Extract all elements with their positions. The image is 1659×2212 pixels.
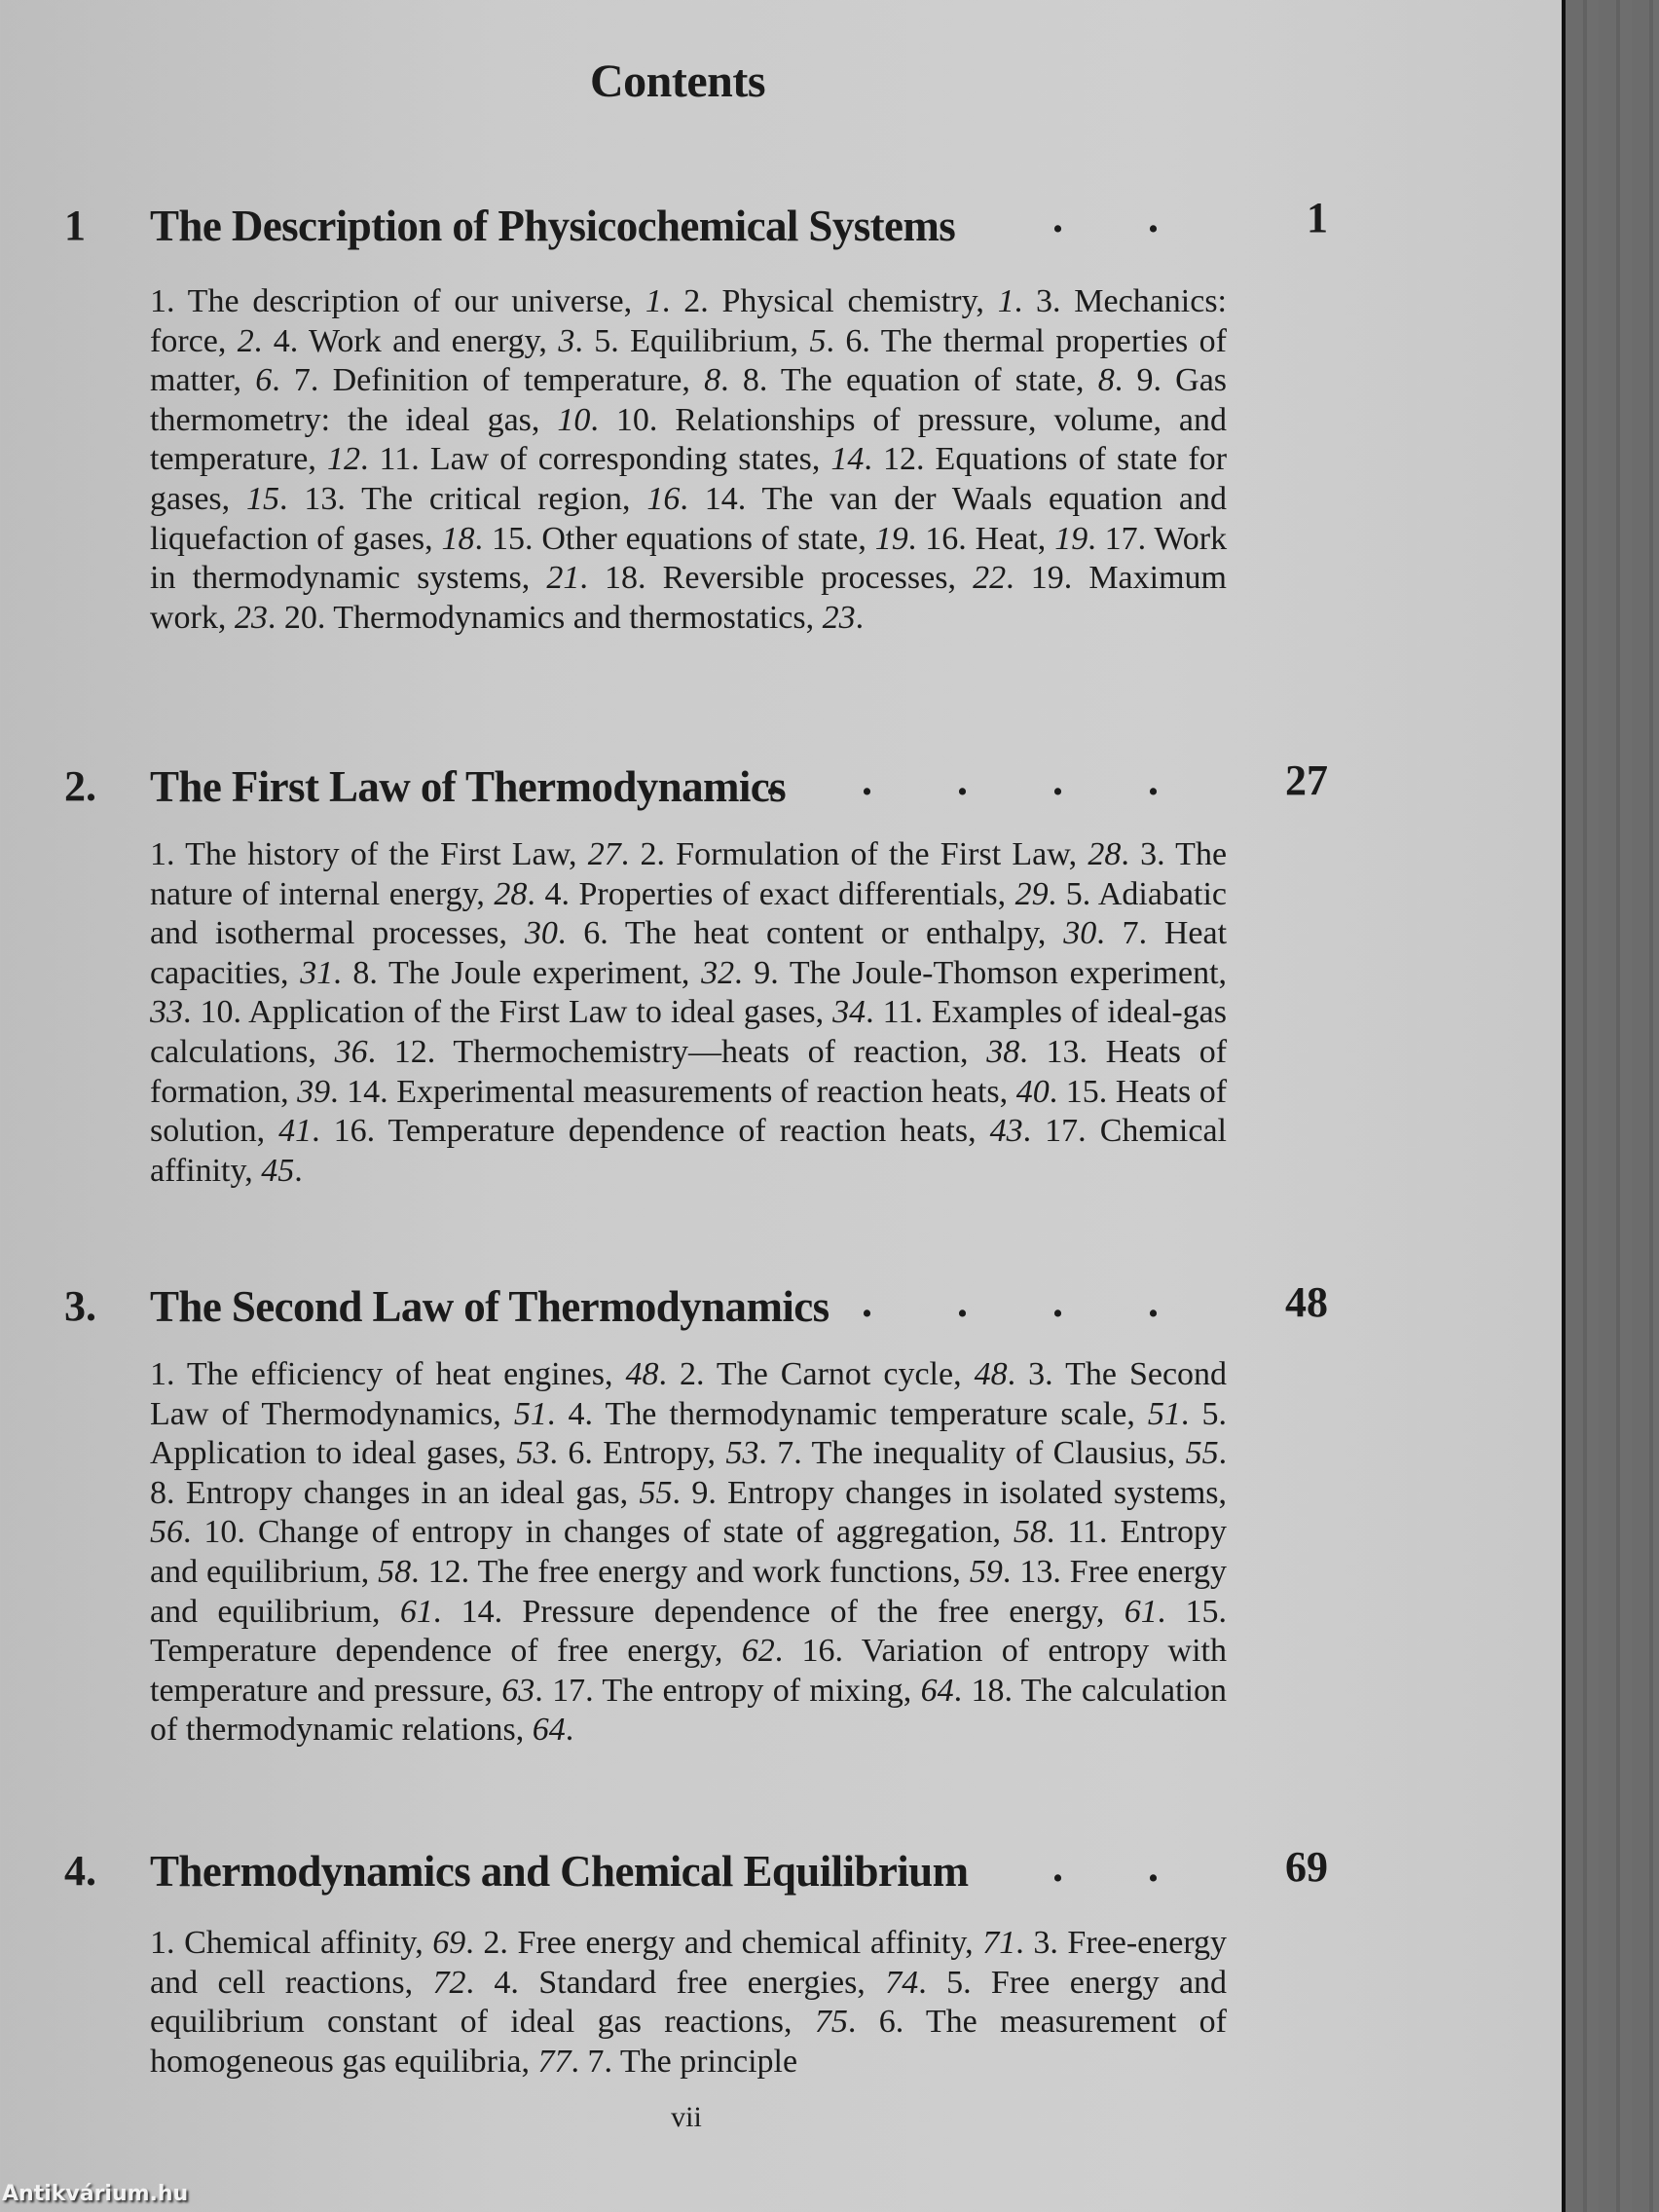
entry-title: 20. Thermodynamics and thermostatics,: [283, 599, 815, 636]
toc-entry: 17. The entropy of mixing, 64.: [552, 1672, 972, 1709]
entry-page: 32: [701, 954, 735, 991]
entry-page: 77: [537, 2043, 571, 2080]
toc-entry: 6. Entropy, 53.: [568, 1435, 778, 1472]
toc-entry: 16. Temperature dependence of reaction heats, 43.: [333, 1113, 1046, 1150]
entry-title: 6. The measurement of homogeneous gas equilibria,: [150, 2004, 1227, 2080]
watermark: Antikvárium.hu: [2, 2182, 189, 2206]
toc-entry: 4. The thermodynamic temperature scale, 51.: [568, 1395, 1202, 1432]
toc-entry: 6. The thermal properties of matter, 6.: [150, 322, 1227, 399]
entry-page: 40: [1015, 1073, 1050, 1110]
entry-page: 23: [234, 599, 268, 636]
toc-entry: 2. The Carnot cycle, 48.: [680, 1356, 1029, 1392]
chapter-page: 69: [1285, 1843, 1328, 1891]
entry-title: 17. Work in thermodynamic systems,: [150, 520, 1228, 597]
toc-entry: 5. Application to ideal gases, 53.: [150, 1395, 1228, 1472]
toc-entry: 15. Other equations of state, 19.: [491, 520, 926, 557]
entry-page: 75: [814, 2004, 848, 2041]
chapter-entries: [150, 1924, 1227, 2082]
entry-title: 13. Free energy and equilibrium,: [150, 1553, 1228, 1630]
entry-title: 1. The efficiency of heat engines,: [150, 1356, 613, 1392]
entry-title: 14. Pressure dependence of the free energy,: [461, 1593, 1105, 1630]
entry-title: 2. Formulation of the First Law,: [640, 836, 1078, 872]
entry-page: 1: [645, 283, 662, 319]
entry-page: 61: [399, 1593, 433, 1630]
entry-page: 1: [997, 283, 1014, 319]
chapter-page: 1: [1307, 194, 1328, 241]
entry-title: 5. Free energy and equilibrium constant of ideal gas reactions,: [150, 1964, 1228, 2041]
toc-entry: 11. Entropy and equilibrium, 58.: [150, 1514, 1227, 1590]
entry-title: 6. The thermal properties of matter,: [150, 322, 1227, 399]
entry-page: 8: [1097, 362, 1115, 399]
entry-page: 62: [741, 1633, 775, 1670]
entry-page: 51: [1147, 1395, 1181, 1432]
entry-page: 56: [150, 1514, 183, 1551]
page-title: Contents: [589, 55, 765, 107]
chapter-entries: [150, 1355, 1227, 1751]
entry-title: 11. Law of corresponding states,: [379, 441, 821, 478]
chapter-number: 2.: [64, 762, 96, 810]
toc-entry: 3. The nature of internal energy, 28.: [150, 836, 1228, 912]
chapter-number: 3.: [64, 1282, 96, 1330]
toc-entry: 10. Change of entropy in changes of state of aggregation, 58.: [203, 1514, 1068, 1551]
toc-entry: 18. The calculation of thermodynamic relations, 64.: [150, 1672, 1228, 1749]
entry-page: 3: [558, 322, 575, 359]
toc-entry: 6. The heat content or enthalpy, 30.: [583, 915, 1123, 952]
toc-entry: 6. The measurement of homogeneous gas equilibria, 77.: [150, 2004, 1227, 2080]
entry-page: 34: [832, 994, 866, 1031]
entry-title: 8. Entropy changes in an ideal gas,: [150, 1474, 629, 1511]
entry-title: 8. The Joule experiment,: [352, 954, 690, 991]
entry-title: 16. Heat,: [925, 520, 1047, 557]
toc-entry: 11. Examples of ideal-gas calculations, 36.: [150, 994, 1228, 1070]
entry-title: 3. The Second Law of Thermodynamics,: [150, 1356, 1228, 1432]
entry-page: 71: [982, 1925, 1016, 1961]
toc-entry: 3. Mechanics: force, 2.: [150, 283, 1227, 359]
toc-entry: 3. The Second Law of Thermodynamics, 51.: [150, 1356, 1228, 1432]
entry-page: 48: [625, 1356, 659, 1392]
entry-page: 55: [639, 1474, 673, 1511]
toc-entry: 3. Free-energy and cell reactions, 72.: [150, 1925, 1228, 2001]
entry-title: 11. Entropy and equilibrium,: [150, 1514, 1227, 1590]
toc-entry: 14. Pressure dependence of the free energy, 61.: [461, 1593, 1186, 1630]
toc-entry: 13. The critical region, 16.: [304, 480, 705, 517]
toc-entry: 9. The Joule-Thomson experiment, 33.: [150, 954, 1228, 1031]
entry-page: 64: [532, 1712, 566, 1749]
toc-entry: 12. The free energy and work functions, 59.: [427, 1553, 1020, 1590]
chapter-title: The Second Law of Thermodynamics: [150, 1282, 830, 1331]
entry-title: 10. Relationships of pressure, volume, and temperature,: [150, 401, 1228, 478]
entry-title: 17. Chemical affinity,: [150, 1113, 1227, 1189]
toc-entry: 1. The history of the First Law, 27.: [150, 836, 641, 872]
toc-entry: 11. Law of corresponding states, 14.: [379, 441, 883, 478]
entry-page: 61: [1124, 1593, 1158, 1630]
entry-title: 1. The history of the First Law,: [150, 836, 577, 872]
entry-page: 28: [1088, 836, 1122, 872]
entry-title: 9. The Joule-Thomson experiment,: [754, 954, 1228, 991]
entry-title: 7. Definition of temperature,: [293, 362, 690, 399]
entry-page: 72: [432, 1964, 466, 2001]
entry-page: 33: [150, 994, 183, 1031]
entry-page: 43: [989, 1113, 1023, 1150]
chapter-number: 1: [64, 202, 86, 249]
entry-page: 36: [334, 1033, 368, 1070]
entry-page: 23: [822, 599, 856, 636]
entry-title: 12. Equations of state for gases,: [150, 441, 1228, 517]
dot-leader: . . . . .: [766, 756, 1196, 804]
entry-page: 39: [297, 1073, 331, 1110]
entry-page: 53: [516, 1435, 550, 1472]
entry-title: 2. The Carnot cycle,: [680, 1356, 962, 1392]
toc-entry: 8. The Joule experiment, 32.: [352, 954, 755, 991]
toc-entry: 2. Formulation of the First Law, 28.: [640, 836, 1141, 872]
entry-title: 18. Reversible processes,: [605, 560, 956, 597]
entry-title: 3. The nature of internal energy,: [150, 836, 1228, 912]
chapter-page: 48: [1285, 1278, 1328, 1326]
entry-page: 21: [546, 560, 580, 597]
toc-entry: 8. Entropy changes in an ideal gas, 55.: [150, 1474, 692, 1511]
toc-entry: [587, 2044, 797, 2080]
entry-page: 2: [237, 322, 254, 359]
toc-entry: 14. The van der Waals equation and liquefaction of gases, 18.: [150, 480, 1228, 557]
entry-page: 14: [830, 441, 865, 478]
entry-title: 5. Equilibrium,: [594, 322, 799, 359]
entry-title: 17. The entropy of mixing,: [552, 1672, 912, 1709]
entry-page: 15: [246, 480, 280, 517]
toc-entry: 18. Reversible processes, 22.: [605, 560, 1031, 597]
toc-entry: 1. Chemical affinity, 69.: [150, 1925, 484, 1961]
entry-page: 55: [1185, 1435, 1219, 1472]
toc-entry: 5. Free energy and equilibrium constant of ideal gas reactions, 75.: [150, 1964, 1228, 2041]
dot-leader: . .: [1052, 194, 1196, 241]
entry-title: 13. The critical region,: [304, 480, 631, 517]
toc-entry: 12. Equations of state for gases, 15.: [150, 441, 1228, 517]
entry-page: 45: [261, 1152, 295, 1189]
entry-title: 18. The calculation of thermodynamic relations,: [150, 1672, 1228, 1749]
toc-entry: 2. Physical chemistry, 1.: [683, 283, 1036, 319]
dot-leader: . . . .: [862, 1278, 1196, 1326]
entry-page: 30: [1063, 915, 1097, 952]
toc-entry: 10. Application of the First Law to ideal gases, 34.: [200, 994, 883, 1031]
entry-page: 48: [974, 1356, 1008, 1392]
toc-entry: 17. Chemical affinity, 45.: [150, 1113, 1227, 1189]
entry-title: 11. Examples of ideal-gas calculations,: [150, 994, 1228, 1070]
entry-page: 28: [494, 875, 528, 912]
toc-entry: 13. Free energy and equilibrium, 61.: [150, 1553, 1228, 1630]
entry-title: 10. Application of the First Law to ideal gases,: [200, 994, 825, 1031]
entry-title: 9. Gas thermometry: the ideal gas,: [150, 362, 1228, 438]
entry-title: 15. Temperature dependence of free energy,: [150, 1593, 1227, 1670]
entry-page: 63: [501, 1672, 535, 1709]
entry-page: 64: [920, 1672, 954, 1709]
entry-title: 10. Change of entropy in changes of state of aggregation,: [203, 1514, 1001, 1551]
entry-page: 19: [1054, 520, 1088, 557]
entry-page: 69: [432, 1925, 466, 1961]
toc-entry: 2. Free energy and chemical affinity, 71.: [483, 1925, 1034, 1961]
toc-entry: 1. The description of our universe, 1.: [150, 283, 684, 319]
toc-entry: 5. Adiabatic and isothermal processes, 30.: [150, 875, 1228, 952]
entry-title: 16. Temperature dependence of reaction heats,: [333, 1113, 977, 1150]
toc-entry: 15. Temperature dependence of free energy, 62.: [150, 1593, 1227, 1670]
entry-page: 8: [704, 362, 721, 399]
entry-title: 6. The heat content or enthalpy,: [583, 915, 1047, 952]
chapter-entries: [150, 835, 1227, 1191]
entry-page: 29: [1014, 875, 1049, 912]
entry-title: 12. Thermochemistry—heats of reaction,: [393, 1033, 969, 1070]
entry-title: 7. The principle: [587, 2043, 798, 2080]
toc-entry: 13. Heats of formation, 39.: [150, 1033, 1228, 1110]
chapter-title: Thermodynamics and Chemical Equilibrium: [150, 1847, 969, 1896]
entry-title: 9. Entropy changes in isolated systems,: [691, 1474, 1228, 1511]
entry-page: 30: [524, 915, 558, 952]
entry-page: 10: [557, 401, 591, 438]
entry-title: 19. Maximum work,: [150, 560, 1227, 636]
entry-title: 1. Chemical affinity,: [150, 1925, 424, 1961]
entry-page: 41: [278, 1113, 313, 1150]
toc-entry: 7. The inequality of Clausius, 55.: [777, 1435, 1228, 1472]
entry-page: 6: [255, 362, 273, 399]
entry-page: 19: [874, 520, 908, 557]
entry-page: 5: [809, 322, 827, 359]
dot-leader: . .: [1052, 1843, 1196, 1891]
entry-page: 12: [326, 441, 360, 478]
entry-title: 15. Heats of solution,: [150, 1073, 1228, 1150]
chapter-entries: [150, 282, 1227, 638]
entry-page: 27: [587, 836, 621, 872]
entry-title: 3. Free-energy and cell reactions,: [150, 1925, 1228, 2001]
entry-page: 53: [725, 1435, 759, 1472]
entry-title: 8. The equation of state,: [742, 362, 1085, 399]
chapter-title: The Description of Physicochemical Systems: [150, 202, 956, 250]
page-number: vii: [671, 2101, 702, 2133]
entry-page: 58: [378, 1553, 412, 1590]
entry-title: 4. Properties of exact differentials,: [544, 875, 1007, 912]
toc-entry: 17. Work in thermodynamic systems, 21.: [150, 520, 1228, 597]
entry-title: 12. The free energy and work functions,: [427, 1553, 961, 1590]
entry-page: 74: [885, 1964, 919, 2001]
toc-entry: 4. Properties of exact differentials, 29.: [544, 875, 1066, 912]
entry-title: 6. Entropy,: [568, 1435, 717, 1472]
entry-title: 16. Variation of entropy with temperature and pressure,: [150, 1633, 1227, 1709]
toc-entry: 16. Heat, 19.: [925, 520, 1105, 557]
entry-title: 5. Adiabatic and isothermal processes,: [150, 875, 1228, 952]
toc-entry: 9. Entropy changes in isolated systems, 56.: [150, 1474, 1228, 1551]
entry-page: 22: [973, 560, 1007, 597]
toc-entry: 8. The equation of state, 8.: [742, 362, 1137, 399]
entry-page: 16: [646, 480, 681, 517]
entry-title: 2. Free energy and chemical affinity,: [483, 1925, 974, 1961]
toc-entry: 16. Variation of entropy with temperature and pressure, 63.: [150, 1633, 1227, 1709]
toc-entry: 4. Work and energy, 3.: [273, 322, 595, 359]
entry-title: 7. The inequality of Clausius,: [777, 1435, 1176, 1472]
entry-title: 5. Application to ideal gases,: [150, 1395, 1228, 1472]
entry-page: 31: [300, 954, 334, 991]
toc-entry: 15. Heats of solution, 41.: [150, 1073, 1228, 1150]
chapter-title: The First Law of Thermodynamics: [150, 762, 787, 811]
toc-entry: 12. Thermochemistry—heats of reaction, 38.: [393, 1033, 1047, 1070]
toc-entry: 20. Thermodynamics and thermostatics, 23.: [283, 599, 865, 636]
entry-title: 13. Heats of formation,: [150, 1033, 1228, 1110]
entry-title: 14. Experimental measurements of reaction heats,: [347, 1073, 1009, 1110]
entry-title: 7. Heat capacities,: [150, 915, 1228, 991]
toc-entry: 7. Heat capacities, 31.: [150, 915, 1228, 991]
entry-title: 4. The thermodynamic temperature scale,: [568, 1395, 1135, 1432]
entry-title: 1. The description of our universe,: [150, 283, 633, 319]
toc-entry: 7. Definition of temperature, 8.: [293, 362, 743, 399]
entry-page: 18: [441, 520, 475, 557]
entry-title: 4. Work and energy,: [273, 322, 547, 359]
toc-entry: 1. The efficiency of heat engines, 48.: [150, 1356, 681, 1392]
entry-title: 3. Mechanics: force,: [150, 283, 1227, 359]
entry-page: 59: [969, 1553, 1003, 1590]
entry-title: 15. Other equations of state,: [491, 520, 866, 557]
toc-entry: 9. Gas thermometry: the ideal gas, 10.: [150, 362, 1228, 438]
chapter-number: 4.: [64, 1847, 96, 1895]
toc-entry: 4. Standard free energies, 74.: [494, 1964, 947, 2001]
adjacent-page-edge: [1562, 0, 1659, 2212]
entry-title: 2. Physical chemistry,: [683, 283, 984, 319]
entry-page: 38: [986, 1033, 1020, 1070]
chapter-page: 27: [1285, 756, 1328, 804]
toc-entry: 19. Maximum work, 23.: [150, 560, 1227, 636]
toc-entry: 10. Relationships of pressure, volume, and temperature, 12.: [150, 401, 1228, 478]
entry-title: 4. Standard free energies,: [494, 1964, 866, 2001]
toc-entry: 14. Experimental measurements of reaction heats, 40.: [347, 1073, 1066, 1110]
entry-page: 51: [513, 1395, 547, 1432]
entry-page: 58: [1013, 1514, 1047, 1551]
entry-title: 14. The van der Waals equation and liquefaction of gases,: [150, 480, 1228, 557]
toc-entry: 5. Equilibrium, 5.: [594, 322, 846, 359]
